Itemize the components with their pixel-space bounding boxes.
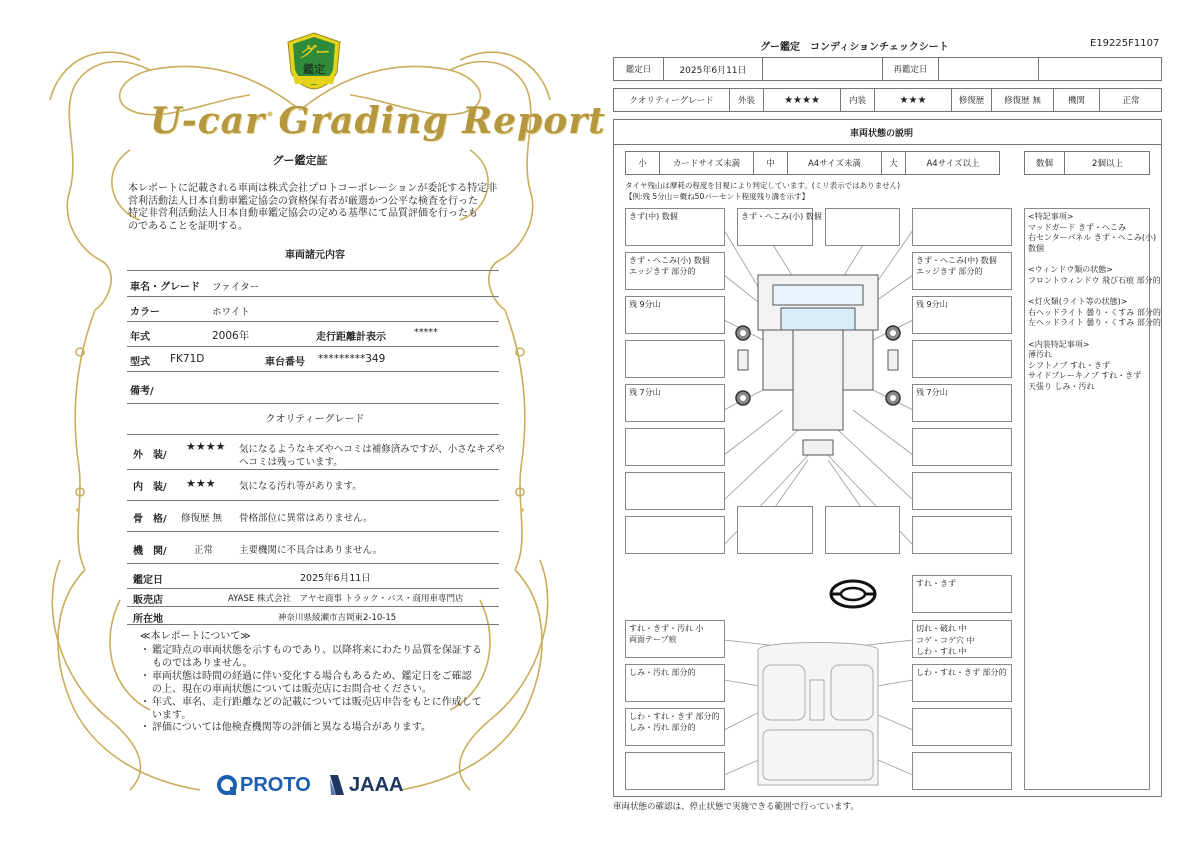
sheet-footer: 車両状態の確認は、停止状態で実施できる範囲で行っています。 (613, 802, 859, 812)
damage-box-left-1 (625, 208, 725, 246)
divider (127, 434, 499, 435)
note-line: 右センターパネル きず・へこみ(小) (1028, 233, 1157, 242)
note-line: シフトノブ すれ・きず (1028, 360, 1111, 370)
note-group-interior (1028, 340, 1146, 393)
note-line: の上、現在の車両状態については販売店にお問合せください。 (152, 683, 432, 695)
repair-label: 修復歴 (952, 89, 992, 111)
chassis-value: *********349 (318, 353, 386, 365)
interior-box-left-4 (625, 752, 725, 790)
interior-box-left-1 (625, 620, 725, 658)
damage-text: きず・へこみ(中) 数個 (916, 256, 997, 265)
note-heading: <ウィンドウ類の状態> (1028, 265, 1113, 274)
interior-box-right-4 (912, 752, 1012, 790)
damage-text: しわ・すれ・きず 部分的 (629, 712, 720, 721)
count-desc: 2個以上 (1092, 159, 1123, 169)
certificate-intro (128, 183, 503, 233)
damage-text: すれ・きず・汚れ 小 (629, 624, 704, 633)
note-group-lights (1028, 297, 1161, 329)
name-value: ファイター (212, 282, 260, 293)
damage-text: きず・へこみ(小) 数個 (741, 212, 822, 221)
date-row (613, 57, 1162, 81)
divider (127, 321, 499, 322)
year-label: 年式 (130, 332, 150, 343)
size-small: 小 (626, 152, 660, 174)
damage-text: 残 9分山 (916, 300, 948, 309)
exterior-label: 外装 (730, 89, 764, 111)
note-line: 評価については他検査機関等の評価と異なる場合があります。 (152, 722, 431, 733)
size-mid-desc: A4サイズ未満 (788, 152, 882, 174)
doc-id: E19225F1107 (1090, 38, 1160, 49)
note-line: います。 (152, 709, 192, 721)
tire-box-left-front (625, 296, 725, 334)
dealer-value: AYASE 株式会社 アヤセ商事 トラック・バス・商用車専門店 (228, 594, 464, 604)
frame-label: 骨 格/ (133, 514, 167, 525)
count-legend (1024, 151, 1150, 175)
size-large: 大 (882, 152, 906, 174)
interior-stars: ★★★ (875, 89, 952, 111)
quality-row (613, 88, 1162, 112)
note-bullet: ・ (140, 722, 150, 733)
jaaa-logo (328, 771, 403, 799)
intro-line: のであることを証明する。 (128, 220, 248, 232)
divider (127, 500, 499, 501)
sheet-title: グー鑑定 コンディションチェックシート (760, 42, 949, 53)
note-line: ものではありません。 (152, 657, 253, 669)
interior-box-right-1 (912, 620, 1012, 658)
engine-label: 機 関/ (133, 546, 167, 557)
damage-text: しわ・すれ 中 (916, 647, 967, 656)
damage-box-bottom-2 (825, 506, 900, 554)
section-title: 車両状態の説明 (850, 129, 914, 139)
damage-text: 残 7分山 (629, 388, 661, 397)
notes-title: ≪本レポートについて≫ (140, 631, 251, 642)
damage-text: きず(中) 数個 (629, 212, 678, 221)
note-item (140, 645, 495, 670)
divider (127, 588, 499, 589)
damage-text: 残 9分山 (629, 300, 661, 309)
year-value: 2006年 (212, 330, 250, 342)
interior-box-left-2 (625, 664, 725, 702)
tire-note-1: タイヤ残山は摩耗の程度を目視により判定しています。(ミリ表示ではありません) (625, 181, 901, 190)
exterior-text-2: ヘコミは残っています。 (239, 457, 343, 468)
damage-text: 残 7分山 (916, 388, 948, 397)
damage-text: しわ・すれ・きず 部分的 (916, 668, 1007, 677)
repair-value: 修復歴 無 (992, 89, 1054, 111)
note-line: 薄汚れ (1028, 350, 1052, 359)
damage-box-right-4 (912, 340, 1012, 378)
damage-box-right-8 (912, 516, 1012, 554)
interior-text: 気になる汚れ等があります。 (239, 481, 362, 492)
address-value: 神奈川県綾瀬市吉岡東2-10-15 (278, 613, 397, 623)
spec-title: 車両諸元内容 (285, 250, 345, 261)
divider (127, 624, 499, 625)
size-legend (625, 151, 1000, 175)
steering-wheel-icon (828, 578, 878, 610)
damage-box-left-7 (625, 472, 725, 510)
damage-box-right-7 (912, 472, 1012, 510)
frame-text: 骨格部位に異常はありません。 (239, 513, 373, 524)
exterior-label: 外 装/ (133, 450, 167, 461)
mileage-label: 走行距離計表示 (316, 332, 386, 343)
badge-bottom-text: 鑑定 (303, 63, 325, 76)
note-line: 左ヘッドライト 曇り・くすみ 部分的 (1028, 318, 1161, 327)
size-small-desc: カードサイズ未満 (660, 152, 754, 174)
dealer-label: 販売店 (133, 595, 163, 606)
note-line: マッドガード きず・へこみ (1028, 222, 1126, 232)
note-line: 天張り しみ・汚れ (1028, 381, 1095, 391)
note-line: フロントウィンドウ 飛び石痕 部分的 (1028, 275, 1161, 285)
engine-label: 機関 (1054, 89, 1100, 111)
note-line: 年式、車名、走行距離などの記載については販売店申告をもとに作成して (152, 697, 482, 708)
badge-top-text: グー (298, 43, 329, 61)
mileage-value: ***** (414, 327, 438, 338)
divider (127, 606, 499, 607)
redate-value (939, 58, 1039, 80)
count-label: 数個 (1025, 152, 1065, 174)
exterior-text-1: 気になるようなキズやヘコミは補修済みですが、小さなキズや (239, 444, 505, 455)
engine-text: 主要機関に不具合はありません。 (239, 545, 383, 556)
damage-text: きず・へこみ(小) 数個 (629, 256, 710, 265)
damage-box-bottom-1 (737, 506, 813, 554)
engine-value: 正常 (1122, 96, 1140, 106)
damage-text: しみ・汚れ 部分的 (629, 723, 696, 732)
divider (127, 531, 499, 532)
damage-box-right-6 (912, 428, 1012, 466)
intro-line: 本レポートに記載される車両は株式会社プロトコーポレーションが委託する特定非 (128, 183, 498, 194)
damage-box-left-6 (625, 428, 725, 466)
divider (127, 346, 499, 347)
note-line: 右ヘッドライト 曇り・くすみ 部分的 (1028, 307, 1161, 317)
damage-box-top-2 (825, 208, 900, 246)
interior-stars: ★★★ (186, 477, 216, 490)
script-title: U-car Grading Report (150, 100, 606, 142)
jaaa-logo-text: JAAA (349, 773, 404, 796)
date-label: 鑑定日 (133, 575, 163, 586)
engine-value: 正常 (194, 545, 214, 556)
damage-box-top-1 (737, 208, 822, 246)
note-heading: <灯火類(ライト等の状態)> (1028, 297, 1128, 306)
divider (127, 403, 499, 404)
certificate-heading: グー鑑定証 (272, 154, 328, 167)
interior-box-right-3 (912, 708, 1012, 746)
note-heading: <内装特記事項> (1028, 339, 1090, 349)
note-line: 数個 (1028, 243, 1044, 253)
note-bullet: ・ (140, 645, 150, 656)
tire-box-right-front (912, 296, 1012, 334)
intro-line: 営利活動法人日本自動車鑑定協会の資格保有者が厳選かつ公平な検査を行った (128, 195, 478, 207)
name-label: 車名・グレード (130, 282, 200, 293)
proto-logo (216, 771, 311, 799)
damage-text: 両面テープ痕 (629, 635, 677, 644)
note-line: 鑑定時点の車両状態を示すものであり、以降将来にわたり品質を保証する (152, 645, 482, 656)
divider (127, 270, 499, 271)
tire-box-right-rear (912, 384, 1012, 422)
note-line: 車両状態は時間の経過に伴い変化する場合もあるため、鑑定日をご確認 (152, 671, 472, 682)
damage-box-right-1 (912, 208, 1012, 246)
date-value: 2025年6月11日 (300, 573, 371, 584)
damage-box-left-2 (625, 252, 725, 290)
interior-box-right-2 (912, 664, 1012, 702)
jaaa-mark-icon (328, 773, 346, 797)
model-value: FK71D (170, 353, 205, 365)
intro-line: 特定非営利活動法人日本自動車鑑定協会の定める基準にて品質評価を行ったも (128, 208, 478, 219)
note-item (140, 671, 495, 696)
divider (127, 469, 499, 470)
exterior-stars: ★★★★ (764, 89, 841, 111)
exterior-stars: ★★★★ (186, 440, 226, 453)
tire-box-left-rear (625, 384, 725, 422)
size-mid: 中 (754, 152, 788, 174)
damage-text: すれ・きず (916, 579, 956, 588)
note-line: サイドブレーキノブ すれ・きず (1028, 371, 1142, 380)
damage-box-left-4 (625, 340, 725, 378)
proto-mark-icon (216, 774, 238, 796)
divider (127, 563, 499, 564)
goo-kantei-badge (287, 32, 341, 90)
tire-note-2: 【例:残 5分山＝概ね50パーセント程度残り溝を示す】 (625, 192, 810, 201)
remarks-label: 備考/ (130, 386, 154, 397)
note-item (140, 722, 495, 735)
divider (127, 296, 499, 297)
size-large-desc: A4サイズ以上 (926, 159, 980, 169)
model-label: 型式 (130, 357, 150, 368)
quality-title: クオリティーグレード (265, 414, 365, 425)
damage-text: コゲ・コゲ穴 中 (916, 635, 975, 645)
divider (127, 371, 499, 372)
note-item (140, 697, 495, 722)
damage-text: エッジきず 部分的 (916, 267, 983, 276)
note-bullet: ・ (140, 671, 150, 682)
side-notes-panel (1024, 208, 1161, 790)
frame-value: 修復歴 無 (181, 513, 223, 524)
interior-box-left-3 (625, 708, 725, 746)
blank-cell (763, 58, 883, 80)
damage-box-left-8 (625, 516, 725, 554)
interior-label: 内 装/ (133, 482, 167, 493)
steering-box (912, 575, 1012, 613)
color-value: ホワイト (212, 307, 250, 318)
damage-box-right-2 (912, 252, 1012, 290)
quality-label: クオリティーグレード (614, 89, 730, 111)
note-bullet: ・ (140, 697, 150, 708)
redate-label: 再鑑定日 (883, 58, 939, 80)
interior-label: 内装 (841, 89, 875, 111)
note-heading: <特記事項> (1028, 212, 1074, 221)
damage-text: エッジきず 部分的 (629, 267, 696, 276)
chassis-label: 車台番号 (265, 357, 305, 368)
note-group-special (1028, 212, 1157, 254)
date-value: 2025年6月11日 (664, 58, 763, 80)
address-label: 所在地 (133, 614, 163, 625)
date-label: 鑑定日 (614, 58, 664, 80)
damage-text: しみ・汚れ 部分的 (629, 668, 696, 677)
note-group-window (1028, 265, 1161, 286)
damage-text: 切れ・破れ 中 (916, 624, 967, 633)
color-label: カラー (130, 307, 160, 318)
proto-logo-text: PROTO (240, 773, 311, 796)
